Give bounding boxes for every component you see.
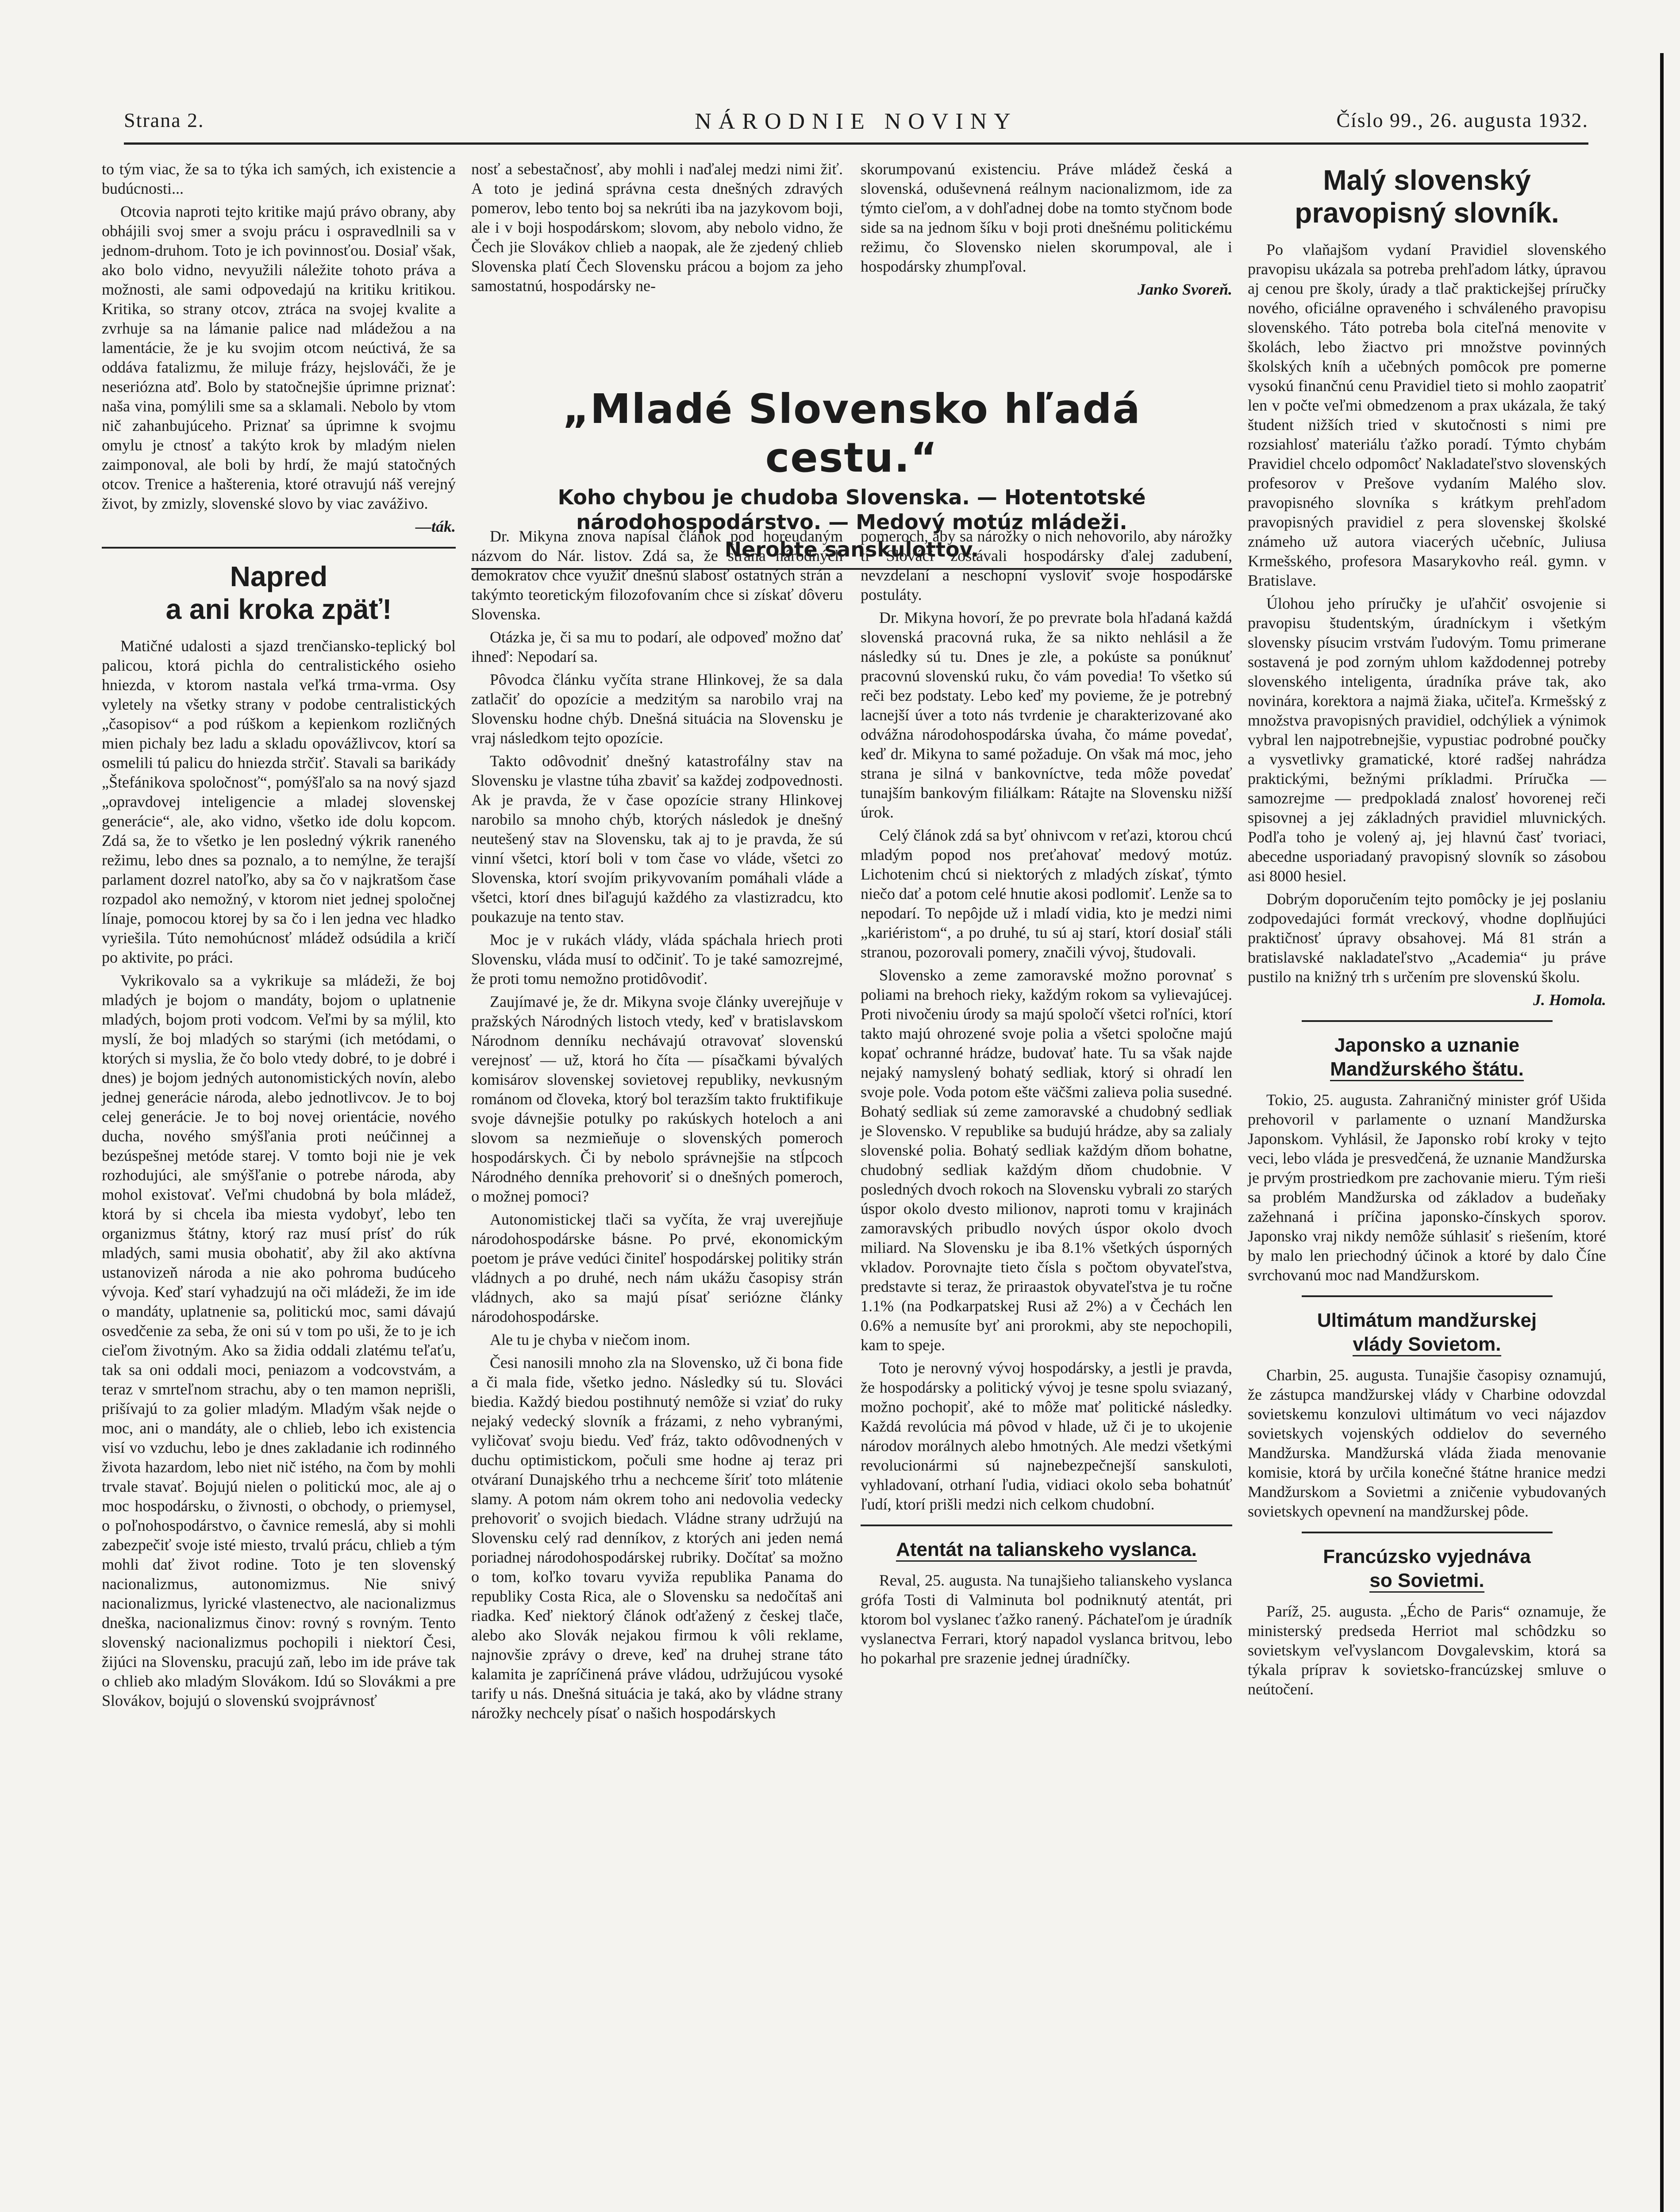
column-2 [471,526,843,1726]
article-text: Paríž, 25. augusta. „Écho de Paris“ oznamuje, že ministerský predseda Herriot mal schôdzku so sovietskym veľvyslancom Dovgalevskim, ktorá sa týkala príprav k sovietsko-francúzskej smluve o neútočení. [1248,1602,1606,1698]
article-text: Celý článok zdá sa byť ohnivcom v reťazi, ktorou chcú mladým popod nos preťahovať medový motúz. Lichotenim chcú si niektorých z mladých získať, týmto niečo dať a potom celé hnutie akosi podlomiť. Lenže sa to nepodarí. To nepôjde už i mladí vidia, kto je medzi nimi „kariéristom“, a po druhé, tu sú aj starí, ktorí dosiaľ stáli stranou, pozorovali pomery, značili vývoj, študovali. [861,826,1232,961]
article-text: Matičné udalosti a sjazd trenčiansko-teplický bol palicou, ktorá pichla do centralistického osieho hniezda, v ktorom nastala veľká trma-vrma. Osy vyletely na všetky strany v podobe centralistických „časopisov“ a pod rúškom a kepienkom rozličných mien pichaly bez ladu a skladu opovážlivcov, ktorí sa osmelili tú palicu do hniezda strčiť. Stavali sa barikády „Štefánikova spoločnosť“, pomýšľalo sa na nový sjazd „opravdovej inteligencie a mladej slovenskej generácie“, ale, ako vidno, všetko ide dolu kopcom. Zdá sa, že to všetko je len posledný výkrik raneného režimu, lebo dnes sa poznalo, a to nemýlne, že terajší parlament dozrel natoľko, aby sa čo v najkratšom čase rozpadol ako nemožný, v ktorom niet jednej spoločnej línaje, pomocou ktorej by sa čo i len jedna vec hladko vyriešila. Túto nemohúcnosť mládež odsúdila a kričí po aktivite, po práci. [102,637,456,966]
headline-ultimatum: Ultimátum mandžurskej vlády Sovietom. [1248,1309,1606,1356]
headline-atentat: Atentát na talianskeho vyslanca. [861,1538,1232,1562]
main-headline: „Mladé Slovensko hľadá cestu.“ [562,385,1141,481]
article-text: Ale tu je chyba v niečom inom. [490,1331,690,1348]
article-text: Otázka je, či sa mu to podarí, ale odpoveď možno dať ihneď: Nepodarí sa. [471,628,843,665]
article-text: Slovensko a zeme zamoravské možno porovnať s poliami na brehoch rieky, každým rokom sa vylievajúcej. Proti nivočeniu úrody sa majú spoločí všetci roľníci, ktorí takto majú ohrozené svoje polia a všetci spoločne majú kopať ochranné hrádze, budovať hate. Tu sa však najde nejaký namyslený bohatý sedliak, ktorý si ohradí len svoje pole. Voda potom ešte väčšmi zalieva polia susedné. Bohatý sedliak sú zeme zamoravské a chudobný sedliak je Slovensko. V republike sa budujú hrádze, aby sa zalialy slovenské polia. Bohatý sedliak každým dňom bohatne, chudobný sedliak každým dňom chudobnie. V posledných dvoch rokoch na Slovensku vybrali zo starých úspor okolo dvesto milionov, naproti tomu v krajinách zamoravských pribudlo nových úspor okolo dvoch miliard. Na Slovensku je iba 8.1% všetkých úsporných vkladov. Porovnajte tieto čísla s počtom obyvateľstva, predstavte si teraz, že priraastok obyvateľstva je tu ročne 1.1% (na Podkarpatskej Rusi až 2%) a v Čechách len 0.6% a nemusíte byť ani prorokmi, aby ste nepochopili, kam to speje. [861,966,1232,1354]
headline-francuzsko: Francúzsko vyjednáva so Sovietmi. [1248,1545,1606,1593]
article-text: to tým viac, že sa to týka ich samých, ich existencie a budúcnosti... [102,160,456,197]
article-text: Takto odôvodniť dnešný katastrofálny stav na Slovensku je vlastne túha zbaviť sa každej zodpovednosti. Ak je pravda, že v čase opozície strany Hlinkovej narobilo sa mnoho chýb, ktorých následok je dnešný neutešený stav na Slovensku, tak aj to je pravda, že sú vinní všetci, ktorí boli v tom čase vo vláde, všetci zo Slovenska, ktorí svojím prikyvovaním pomáhali vláde a všetci, ktorí dnes biľagujú každého za vlastizradcu, kto poukazuje na tento stav. [471,752,843,926]
article-signature: —ták. [415,518,456,535]
article-text: Úlohou jeho príručky je uľahčiť osvojenie si pravopisu študentským, úradníckym i všetkým slovensky písucim vrstvám ľudovým. Tomu primerane sostavená je pod zorným uhlom každodennej potreby slovenského inteligenta, úradníka práve tak, ako novinára, korektora a najmä žiaka, učiteľa. Krmešský z množstva pravopisných pravidiel, odchýliek a výnimok vybral len najpotrebnejšie, vypustiac podrobné poučky a vysvetlivky gramatické, ktoré radšej nahrádza praktickými, bežnými príkladmi. Príručka — samozrejme — predpokladá znalosť hovorenej reči spisovnej a jej základných pravidiel mluvnických. Podľa toho je volený aj, jej hlavnú časť tvoriaci, abecedne usporiadaný pravopisný slovník so zásobou asi 8000 hesiel. [1248,595,1606,885]
main-subheadline: Koho chybou je chudoba Slovenska. — Hotentotské národohospodárstvo. — Medový motúz mládeži. [557,485,1146,534]
article-signature: Janko Svoreň. [1137,280,1232,298]
issue-date: Číslo 99., 26. augusta 1932. [1336,109,1588,131]
article-text: Toto je nerovný vývoj hospodársky, a jestli je pravda, že hospodársky a politický vývoj je tesne spolu sviazaný, možno pochopiť, aké to môže mať politické následky. Každá revolúcia má pôvod v hlade, už či je to ukojenie národov morálnych alebo hmotných. Ale medzi všetkými revolucionármi sú najnebezpečnejší sanskuloti, vyhladovaní, otrhaní ľudia, vidiaci okolo seba bohatnúť ľudí, ktorí prišli medzi nich celkom chudobní. [861,1359,1232,1513]
headline-slovnik: Malý slovenský pravopisný slovník. [1295,164,1559,229]
divider [1302,1020,1553,1022]
article-text: Po vlaňajšom vydaní Pravidiel slovenského pravopisu ukázala sa potreba prehľadom látky, úpravou aj cenou pre školy, úrady a tlač praktickejšej príručky nového, oficiálne opraveného i schváleného pravopisu slovenského. Táto potreba bola citeľná menovite v školách, lebo žiactvo pri množstve povinných školských kníh a učebných pomôcok pre pomerne vysokú finančnú cenu Pravidiel tieto si mohlo zaopatriť len v počte veľmi obmedzenom a prax ukázala, že taký študent nižších tried v skutočnosti s nimi pre rozsiahlosť materiálu ťažko poradí. Týmto chybám Pravidiel chcelo odpomôcť Nakladateľstvo slovenských profesorov v Prešove vydaním Malého slov. pravopisného slovníka s krátkym prehľadom pravopisných pravidiel z pera slovenskej školské známeho už autora viacerých učebníc, Juliusa Krmešského, profesora Masarykovho reál. gymn. v Bratislave. [1248,241,1606,589]
article-text: Vykrikovalo sa a vykrikuje sa mládeži, že boj mladých je bojom o mandáty, bojom o uplatnenie mladých, bojom proti vodcom. Veľmi by sa mýlil, kto myslí, že boj mladých so starými (ich metódami, o ktorých si myslia, že čo bolo vtedy dobré, to je dobré i dnes) je bojom jedných autonomistických novín, alebo jednej generácie národa, alebo jednotlivcov. Je to boj celej generácie. Je to boj novej orientácie, nového ducha, nového smýšľania proti neúčinnej a bezúspešnej metóde starej. V tomto boji nie je vek rozhodujúci, ale smýšľanie o potrebe národa, aby mohol existovať. Veľmi chudobná by bola mládež, ktorá by si chcela iba miesta vydobyť, lebo ten organizmus štátny, ktorý raz musí prísť do rúk mladých, sami musia obohatiť, aby žil ako aktívna ustanovizeň národa a nie ako pohroma budúceho vývoja. Keď starí vyhadzujú na oči mládeži, že im ide o mandáty, uplatnenie sa, politickú moc, sami dávajú osvedčenie za seba, že oni sú v tom po uši, že to je ich cieľom životným. Ako sa židia oddali zlatému teľaťu, tak sa oni oddali moci, peniazom a vodcovstvám, a teraz v smrteľnom strachu, aby o ten mamon neprišli, prišívajú to za golier mladým. Mladým však nejde o moc, ani o mandáty, ale o chlieb, lebo ich existencia visí vo vzduchu, lebo je dnes zakladanie ich rodinného života hazardom, lebo niet nič istého, na čom by mohli trvale stavať. Bojujú nielen o politickú moc, ale aj o moc hospodársku, o živnosti, o obchody, o priemysel, o poľnohospodárstvo, o čavnice remeslá, aby si mohli zabezpečiť svoje isté miesto, trvalú prácu, chlieb a tým mohli dať život rodine. Toto je ten slovenský nacionalizmus, autonomizmus. Nie snivý nacionalizmus, lyrické vlastenectvo, ale nacionalizmus dneška, nacionalizmus činov: rovný s rovným. Tento slovenský nacionalizmus pochopili i niektorí Česi, žijúci na Slovensku, pracujú zaň, lebo im ide práve tak o chlieb ako mladým Slovákom. Idú so Slovákmi a pre Slovákov, bojujú o slovenskú svojprávnosť [102,972,456,1709]
article-text: Moc je v rukách vlády, vláda spáchala hriech proti Slovensku, vláda musí to odčiniť. To je také samozrejmé, že proti tomu nemožno protidôvodiť. [471,931,843,987]
column-3 [861,526,1232,1671]
article-text: Zaujímavé je, že dr. Mikyna svoje články uverejňuje v pražských Národných listoch vtedy, keď v bratislavskom Národnom denníku nechávajú otravovať slovenskú verejnosť — už, ktorá ho číta — písačkami bývalých komisárov slovenskej sovietovej republiky, nevkusným románom od človeka, ktorý bol terazším takto fruktifikuje svoje dávnejšie potulky po rakúskych hoteloch a ani slovom sa nezmieňuje o slovenských pomeroch hospodárskych. Či by nebolo správnejšie na stĺpcoch Národného denníka prehovoriť si o dnešných pomeroch, o možnej pomoci? [471,993,843,1205]
article-signature: J. Homola. [1533,991,1606,1009]
divider [1302,1532,1553,1533]
article-text: nosť a sebestačnosť, aby mohli i naďalej medzi nimi žiť. A toto je jediná správna cesta dnešných zdravých pomerov, lebo tento boj sa nekrúti iba na jazykovom boji, ale i v boji hospodárskom; slovom, aby nebolo vidno, že Čech jie Slovákov chlieb a naopak, ale že zjedený chlieb Slovenska platí Čech Slovensku prácou a bojom za jeho samostatnú, hospodársky ne- [471,160,843,295]
headline-japonsko: Japonsko a uznanie Mandžurského štátu. [1248,1033,1606,1081]
main-subheadline-2: Nerobte sanskulottov. [724,538,979,561]
page-edge-bar [1660,53,1664,2212]
headline-napred: Napred a ani kroka zpäť! [165,561,392,625]
column-2-top [471,159,843,299]
page-header [124,108,1588,144]
column-4 [1248,159,1606,1702]
article-text: Reval, 25. augusta. Na tunajšieho talianskeho vyslanca grófa Tosti di Valminuta bol podniknutý atentát, pri ktorom bol vyslanec ťažko ranený. Páchateľom je úradník vyslanectva Ferrari, ktorý napadol vyslanca britvou, lebo ho pokarhal pre srazenie jednej úradníčky. [861,1571,1232,1667]
column-3-top [861,159,1232,303]
article-text: Tokio, 25. augusta. Zahraničný minister gróf Ušida prehovoril v parlamente o uznaní Mandžurska Japonskom. Vyhlásil, že Japonsko robí kroky v tejto veci, lebo vláda je presvedčená, že uznanie Mandžurska je prvým prostriedkom pre zachovanie mieru. Tým rieši sa problém Mandžurska od základov a budeňaky zažehnaná i príčina japonsko-čínskych sporov. Japonsko vraj nikdy nemôže súhlasiť s riešením, ktoré by malo len priechodný účinok a ktoré by dalo Číne svrchovanú moc nad Mandžurskom. [1248,1091,1606,1284]
article-text: Česi nanosili mnoho zla na Slovensko, už či bona fide a či mala fide, všetko jedno. Následky sú tu. Slováci biedia. Každý biedou postihnutý nemôže si vziať do ruky nejaký vedecký slovník a frázami, z neho vybranými, vyličovať svoju biedu. Veď fráz, takto odôvodnených v duchu optimistickom, počuli sme hodne aj teraz pri otváraní Dunajského trhu a nechceme šíriť toto mlátenie slamy. A potom nám okrem toho ani nedovolia vedecky prehovoriť o svojich biedach. Vládne strany udržujú na Slovensku celý rad denníkov, z ktorých ani jeden nemá poriadnej národohospodárskej rubriky. Dočítať sa možno o tom, koľko tovaru vyviža republika Panama do republiky Costa Rica, ale o Slovensku sa nedočítaš ani riadka. Keď niektorý článok odťažený z českej tlače, alebo ako Slovák nejakou firmou k vôli reklame, najnovšie zprávy o dreve, keď na druhej strane táto kalamita je zapríčinená práve vládou, udržujúcou vysoké tarify u nás. Dnešná situácia je taká, ako by vládne strany nárožky nechcely písať o našich hospodárskych [471,1354,843,1722]
article-text: skorumpovanú existenciu. Práve mládež česká a slovenská, oduševnená reálnym nacionalizmom, ide za týmto cieľom, a v dohľadnej dobe na tomto styčnom bode side sa na jednom šíku v boji proti dnešnému politickému režimu, čo Slovensko nielen skorumpoval, ale i hospodársky zhumpľoval. [861,160,1232,275]
page-number: Strana 2. [124,109,204,131]
newspaper-title: NÁRODNIE NOVINY [695,109,1018,134]
header-rule [124,142,1588,145]
article-text: Autonomistickej tlači sa vyčíta, že vraj uverejňuje národohospodárske básne. Po prvé, ekonomickým poetom je práve vedúci činiteľ hospodárskej politiky strán vládnych a po druhé, nech nám ukážu časopisy strán vládnych, ako sa majú písať seriózne články národohospodárske. [471,1210,843,1325]
divider [861,1525,1232,1526]
article-text: Charbin, 25. augusta. Tunajšie časopisy oznamujú, že zástupca mandžurskej vlády v Charbine odovzdal sovietskemu konzulovi ultimátum vo veci nájazdov sovietskych vojenských oddielov do severného Mandžurska. Mandžurská vláda žiada menovanie komisie, ktorá by určila konečné štátne hranice medzi Mandžurskom a Sovietmi a zničenie vybudovaných sovietskych opevnení na mandžurskej pôde. [1248,1366,1606,1520]
column-1 [102,159,456,1714]
divider [1302,1295,1553,1297]
article-text: Dr. Mikyna znova napísal článok pod horeudaným názvom do Nár. listov. Zdá sa, že strana národných demokratov chce využiť dnešnú slabosť ostatných strán a takýmto teoretickým filozofovaním chce si získať dôveru Slovenska. [471,527,843,623]
article-text: Otcovia naproti tejto kritike majú právo obrany, aby obhájili svoj smer a svoju prácu i ospravedlnili sa v jednom-druhom. Toto je ich povinnosťou. Dosiaľ však, ako bolo vidno, nevyužili náležite tohoto práva a možnosti, ale sami odpovedajú na kritiku kritikou. Kritika, so strany otcov, ztráca na svojej kvalite a zvrhuje sa na lámanie palice nad mládežou a na lamentácie, že je ku svojim otcom neúctivá, že sa oddáva fatalizmu, že miluje frázy, hejslováči, že je neseriózna atď. Bolo by statočnejšie úprimne priznať: naša vina, pomýlili sme sa a sklamali. Nebolo by vtom nič zahanbujúceho. Priznať sa úprimne k svojmu omylu je ctnosť a takýto krok by mladým nielen zaimponoval, ale boli by hrdí, že majú statočných otcov. Trenice a hašterenia, ktoré otravujú náš verejný život, by zmizly, slovenské slovo by viac zaváživo. [102,203,456,512]
article-text: Dobrým doporučením tejto pomôcky je jej poslaniu zodpovedajúci formát vreckový, vhodne doplňujúci praktičnosť úpravy obsahovej. Má 81 strán a bratislavské nakladateľstvo „Academia“ ju práve pustilo na knižný trh s určením pre slovenskú školu. [1248,890,1606,986]
article-text: Pôvodca článku vyčíta strane Hlinkovej, že sa dala zatlačiť do opozície a medzitým sa narobilo vraj na Slovensku hodne chýb. Dnešná situácia na Slovensku je vraj následkom tejto opozície. [471,671,843,747]
article-text: Dr. Mikyna hovorí, že po prevrate bola hľadaná každá slovenská pracovná ruka, že sa nikto nehlásil a že následky sú tu. Dnes je zle, a pokúste sa ponúknuť pracovnú slovenskú ruku, čo vám povedia! To všetko sú reči bez podstaty. Lebo keď my povieme, že je potrebný lacnejší úver a toto nás tvrdenie je charakterizované ako odvážna národohospodárska úvaha, čo máme povedať, keď dr. Mikyna to samé požaduje. On však má moc, jeho strana je silná v bankovníctve, teda môže povedať tunajším bankovým filiálkam: Rátajte na Slovensku nižší úrok. [861,609,1232,821]
article-text: pomeroch, aby sa nárožky o nich nehovorilo, aby nárožky tí Slováci zostávali hospodársky ďalej zadubení, nevzdelaní a neschopní vysloviť svoje hospodárske postuláty. [861,527,1232,603]
divider [102,547,456,549]
